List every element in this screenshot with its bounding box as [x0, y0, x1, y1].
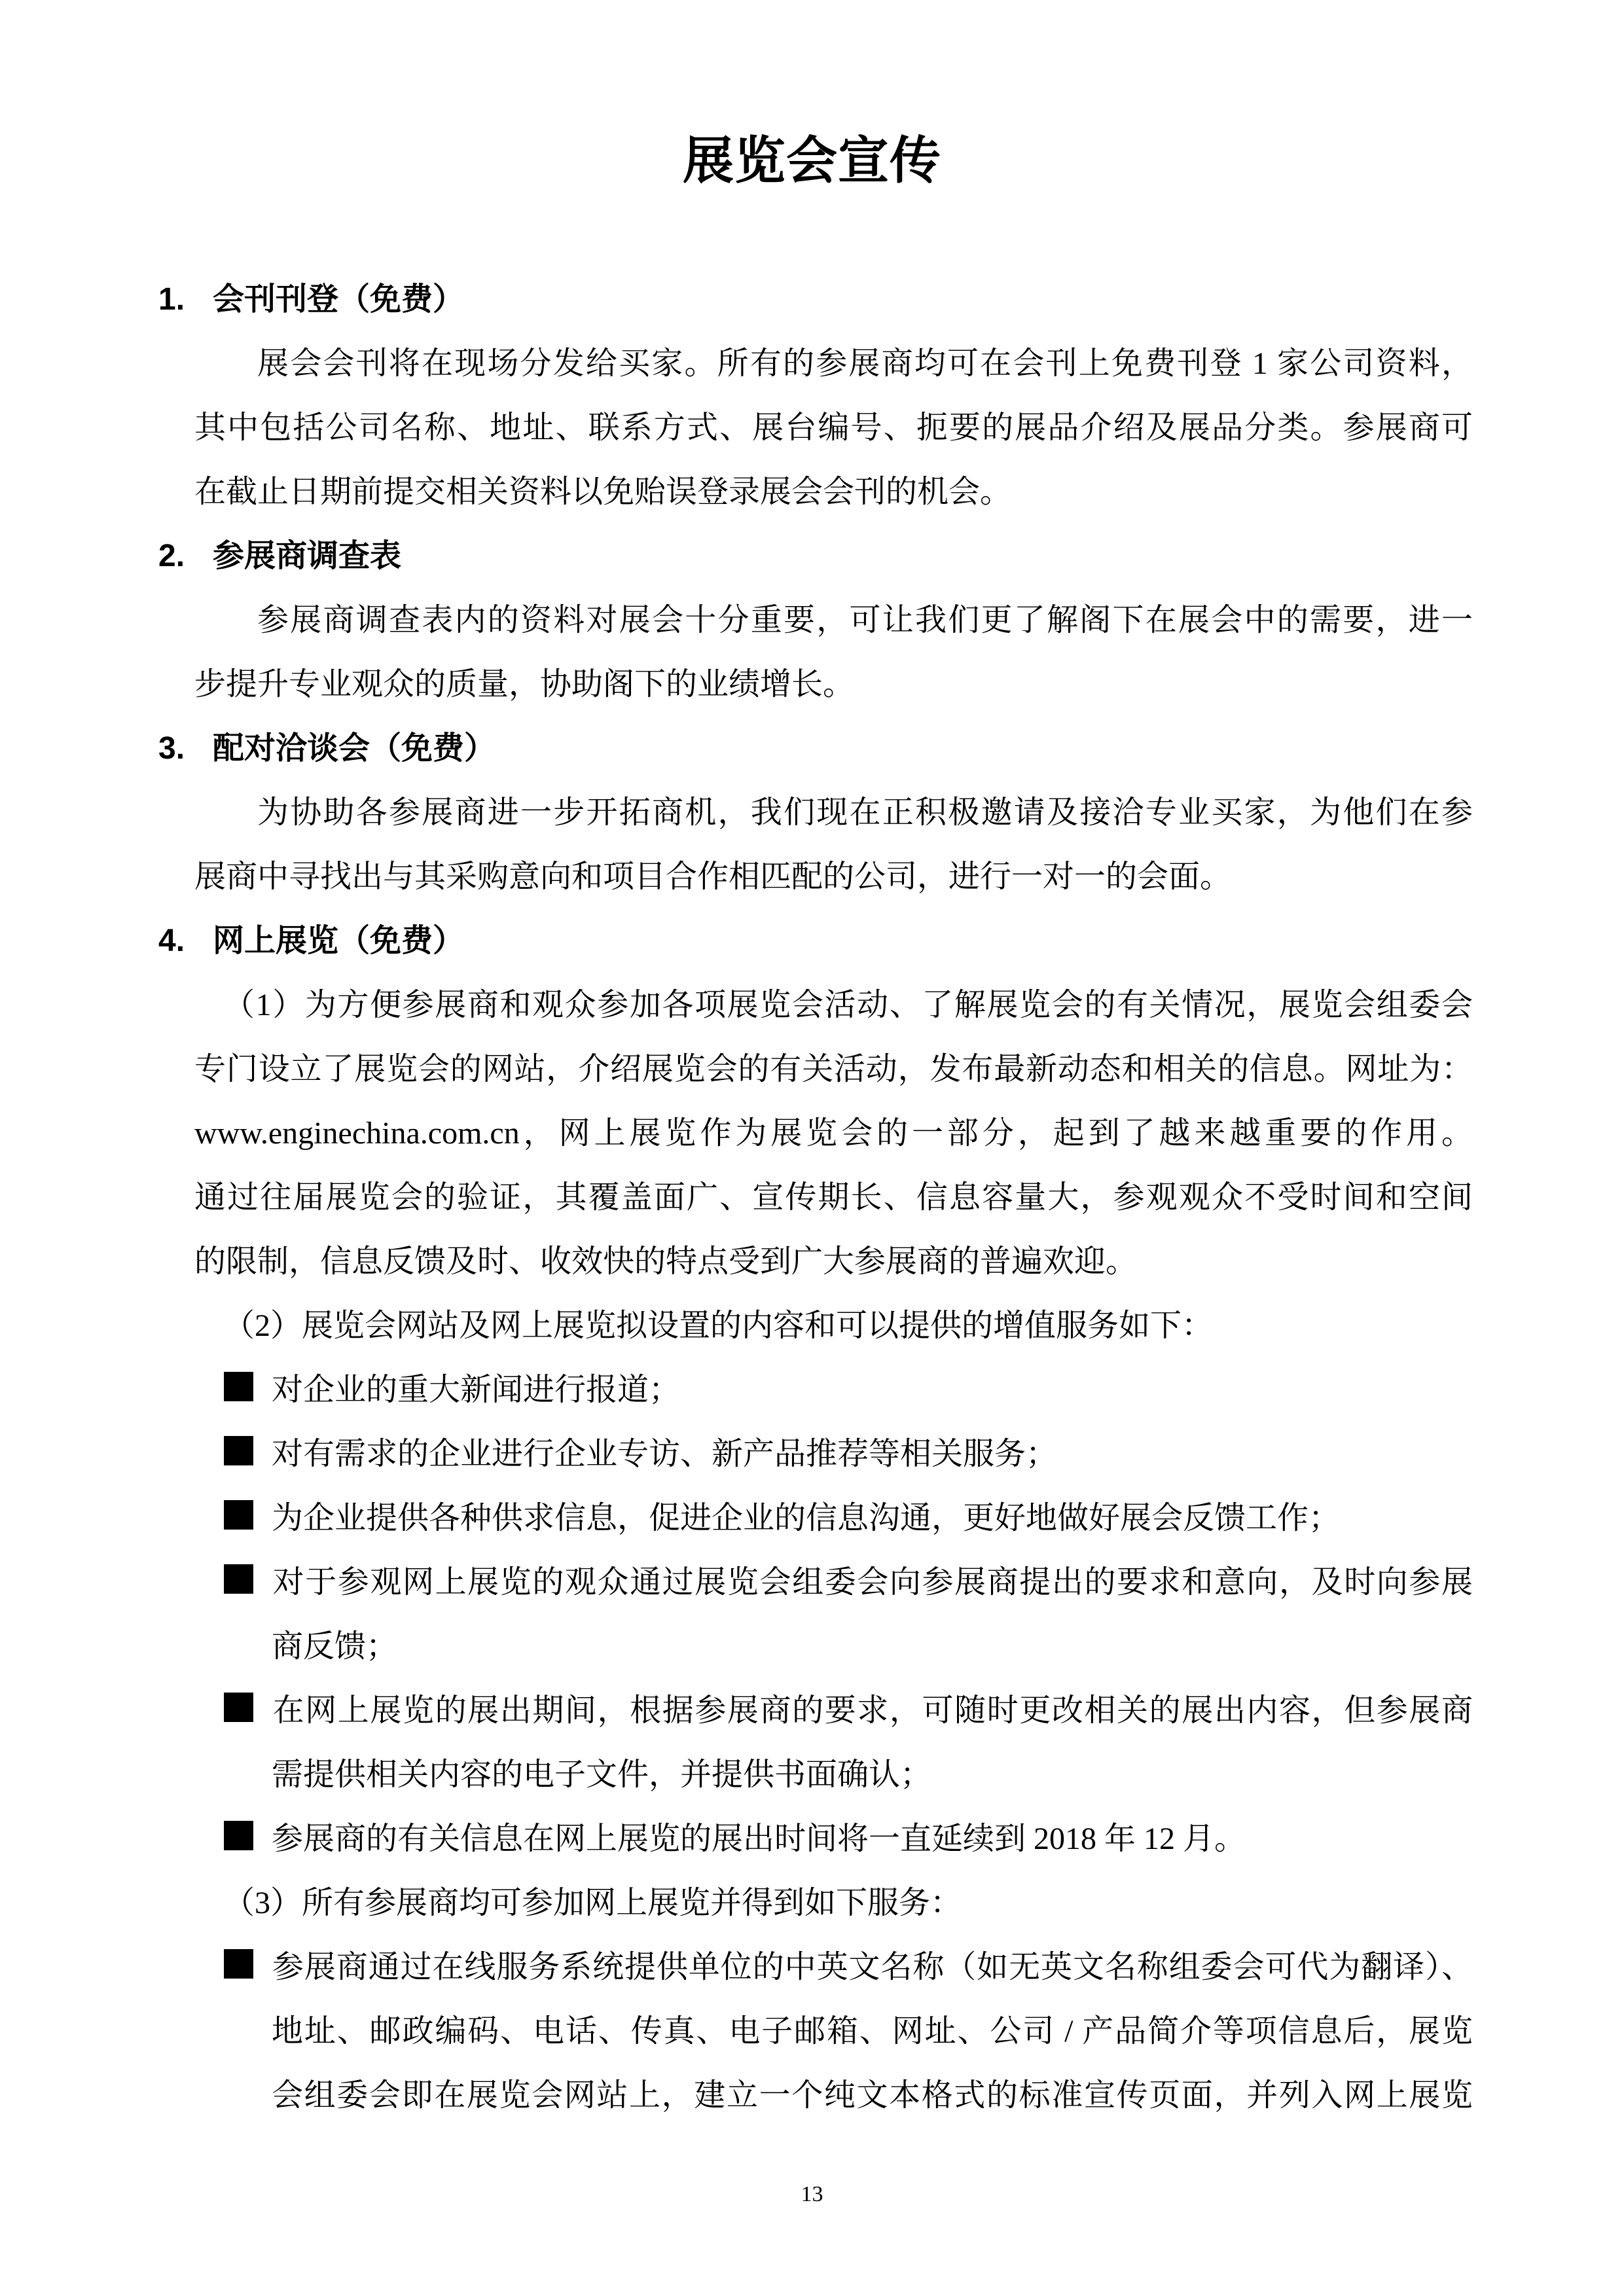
section-number: 1.	[158, 282, 185, 317]
text-line: 其中包括公司名称、地址、联系方式、展台编号、扼要的展品介绍及展品分类。参展商可	[194, 410, 1473, 445]
text-line: 在截止日期前提交相关资料以免贻误登录展会会刊的机会。	[194, 475, 1012, 509]
text-line: www.enginechina.com.cn，网上展览作为展览会的一部分，起到了越来越重要的作用。	[194, 1116, 1473, 1151]
text-line: 会组委会即在展览会网站上，建立一个纯文本格式的标准宣传页面，并列入网上展览	[272, 2078, 1473, 2113]
document-title: 展览会宣传	[682, 132, 941, 189]
bullet-text: 为企业提供各种供求信息，促进企业的信息沟通，更好地做好展会反馈工作；	[272, 1501, 1341, 1535]
bullet-item	[0, 1551, 1473, 1615]
text-line: 专门设立了展览会的网站，介绍展览会的有关活动，发布最新动态和相关的信息。网址为：	[194, 1052, 1473, 1086]
text-line: 参展商调查表内的资料对展会十分重要，可让我们更了解阁下在展会中的需要，进一	[257, 603, 1473, 637]
text-line: 为协助各参展商进一步开拓商机，我们现在正积极邀请及接洽专业买家，为他们在参	[257, 795, 1473, 830]
bullet-square-icon	[224, 1949, 253, 1979]
bullet-item	[0, 1807, 1473, 1871]
section-heading	[0, 717, 1473, 781]
bullet-square-icon	[224, 1821, 253, 1850]
bullet-square-icon	[224, 1693, 253, 1722]
section-number: 2.	[158, 539, 185, 573]
section-heading-label: 网上展览（免费）	[213, 924, 465, 958]
page-number: 13	[801, 2182, 823, 2206]
section-heading-label: 配对洽谈会（免费）	[213, 731, 496, 766]
document-body	[0, 268, 1624, 2128]
section-heading	[0, 909, 1473, 973]
text-line: （2）展览会网站及网上展览拟设置的内容和可以提供的增值服务如下：	[223, 1308, 1214, 1343]
section-heading	[0, 268, 1473, 332]
bullet-square-icon	[224, 1564, 253, 1594]
text-line: 商反馈；	[272, 1629, 398, 1664]
bullet-text: 参展商的有关信息在网上展览的展出时间将一直延续到 2018 年 12 月。	[272, 1821, 1246, 1856]
bullet-item	[0, 1935, 1473, 2000]
bullet-square-icon	[224, 1436, 253, 1465]
section-heading-label: 会刊刊登（免费）	[213, 282, 465, 317]
bullet-text: 对于参观网上展览的观众通过展览会组委会向参展商提出的要求和意向，及时向参展	[272, 1565, 1473, 1600]
bullet-text: 参展商通过在线服务系统提供单位的中英文名称（如无英文名称组委会可代为翻译）、	[272, 1950, 1473, 1984]
bullet-square-icon	[224, 1372, 253, 1401]
bullet-item	[0, 1679, 1473, 1743]
section-heading	[0, 524, 1473, 588]
text-line: 展商中寻找出与其采购意向和项目合作相匹配的公司，进行一对一的会面。	[194, 859, 1232, 894]
section-number: 3.	[158, 731, 185, 766]
bullet-text: 对有需求的企业进行企业专访、新产品推荐等相关服务；	[272, 1437, 1058, 1471]
text-line: 需提供相关内容的电子文件，并提供书面确认；	[272, 1757, 932, 1792]
section-number: 4.	[158, 924, 185, 958]
text-line: （3）所有参展商均可参加网上展览并得到如下服务：	[223, 1886, 962, 1920]
text-line: 的限制，信息反馈及时、收效快的特点受到广大参展商的普遍欢迎。	[194, 1244, 1138, 1279]
bullet-square-icon	[224, 1500, 253, 1530]
text-line: 地址、邮政编码、电话、传真、电子邮箱、网址、公司 / 产品简介等项信息后，展览	[272, 2014, 1473, 2049]
text-line: （1）为方便参展商和观众参加各项展览会活动、了解展览会的有关情况，展览会组委会	[223, 988, 1473, 1022]
section-heading-label: 参展商调查表	[213, 539, 402, 573]
bullet-item	[0, 1486, 1473, 1551]
bullet-text: 在网上展览的展出期间，根据参展商的要求，可随时更改相关的展出内容，但参展商	[272, 1693, 1473, 1728]
bullet-text: 对企业的重大新闻进行报道；	[272, 1372, 681, 1407]
text-line: 通过往届展览会的验证，其覆盖面广、宣传期长、信息容量大，参观观众不受时间和空间	[194, 1180, 1473, 1215]
text-line: 展会会刊将在现场分发给买家。所有的参展商均可在会刊上免费刊登 1 家公司资料，	[257, 346, 1473, 381]
bullet-item	[0, 1358, 1473, 1422]
bullet-item	[0, 1422, 1473, 1486]
text-line: 步提升专业观众的质量，协助阁下的业绩增长。	[194, 667, 855, 702]
